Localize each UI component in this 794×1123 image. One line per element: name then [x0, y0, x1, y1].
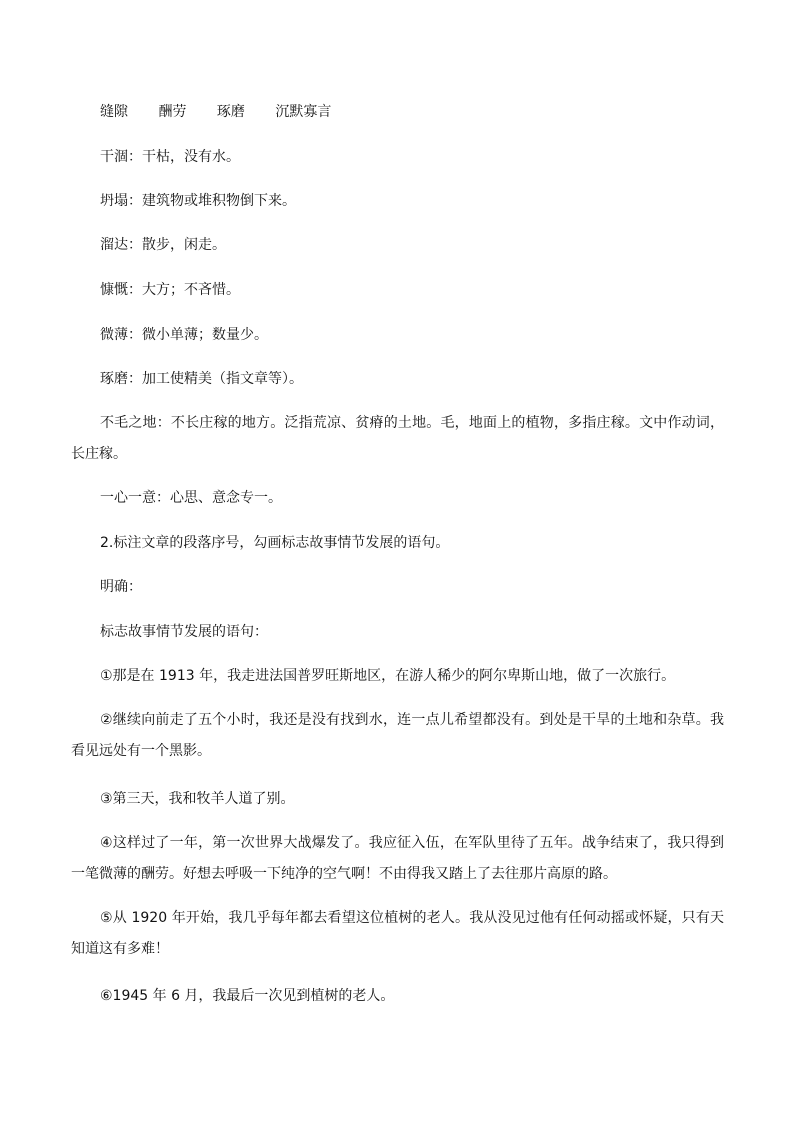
plot-sentence: ②继续向前走了五个小时，我还是没有找到水，连一点儿希望都没有。到处是干旱的土地和杂草。我看见远处有一个黑影。: [71, 712, 724, 759]
definition-item-long: 不毛之地：不长庄稼的地方。泛指荒凉、贫瘠的土地。毛，地面上的植物，多指庄稼。文中作动词，长庄稼。: [71, 415, 724, 462]
definition-item: 溜达：散步，闲走。: [100, 237, 226, 253]
vocab-list: [100, 102, 357, 122]
answer-intro: 标志故事情节发展的语句：: [100, 624, 268, 640]
definition-item: 一心一意：心思、意念专一。: [100, 490, 282, 506]
vocab-word: 缝隙: [100, 104, 128, 120]
plot-sentence: ④这样过了一年，第一次世界大战爆发了。我应征入伍，在军队里待了五年。战争结束了，我只得到一笔微薄的酬劳。好想去呼吸一下纯净的空气啊！不由得我又踏上了去往那片高原的路。: [71, 835, 724, 882]
definition-item: 微薄：微小单薄；数量少。: [100, 327, 268, 343]
plot-sentence: ⑤从 1920 年开始，我几乎每年都去看望这位植树的老人。我从没见过他有任何动摇或怀疑，只有天知道这有多难！: [71, 910, 724, 957]
question-text: 2.标注文章的段落序号，勾画标志故事情节发展的语句。: [100, 535, 450, 551]
plot-sentence: ①那是在 1913 年，我走进法国普罗旺斯地区，在游人稀少的阿尔卑斯山地，做了一次旅行。: [100, 668, 676, 684]
definition-item: 坍塌：建筑物或堆积物倒下来。: [100, 193, 296, 209]
plot-sentence: ③第三天，我和牧羊人道了别。: [100, 791, 295, 807]
definition-item: 慷慨：大方；不吝惜。: [100, 282, 240, 298]
plot-sentence: ⑥1945 年 6 月，我最后一次见到植树的老人。: [100, 988, 395, 1004]
definition-item: 干涸：干枯，没有水。: [100, 149, 240, 165]
vocab-word: 酬劳: [158, 104, 187, 120]
definition-item: 琢磨：加工使精美（指文章等）。: [100, 371, 303, 387]
vocab-word: 沉默寡言: [275, 104, 332, 120]
answer-label: 明确：: [100, 579, 142, 595]
vocab-word: 琢磨: [216, 104, 245, 120]
